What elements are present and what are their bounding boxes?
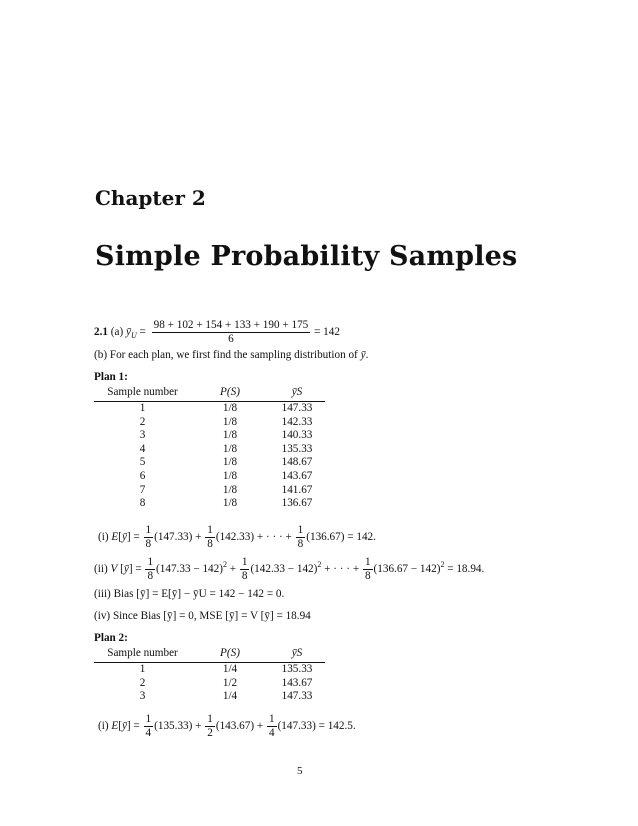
plan2-label: Plan 2: bbox=[94, 632, 128, 644]
cell-sample-number: 4 bbox=[139, 442, 146, 455]
chapter-title: Simple Probability Samples bbox=[95, 241, 518, 272]
table-row bbox=[94, 677, 325, 691]
cell-probability: 1/8 bbox=[222, 415, 238, 428]
plan2-expectation: (i) E[ȳ] = $\frac{1}{4}$ (135.33) + $\frac{1}{2}$ (143.67) + $\frac{1}{4}$ (147.33) = 142.5. bbox=[98, 713, 356, 739]
fraction-one-eighth: $\frac{1}{8}$ bbox=[364, 556, 371, 582]
cell-probability: 1/2 bbox=[222, 676, 238, 689]
part-b-sentence: (b) For each plan, we first find the sampling distribution of bbox=[94, 349, 358, 361]
plan1-label: Plan 1: bbox=[94, 371, 128, 383]
cell-probability: 1/8 bbox=[222, 429, 238, 442]
cell-sample-number: 1 bbox=[139, 402, 146, 414]
cell-sample-mean: 142.33 bbox=[281, 415, 313, 428]
table-row bbox=[94, 484, 325, 498]
chapter-label: Chapter 2 bbox=[95, 186, 206, 210]
header-sample-number: Sample number bbox=[94, 647, 191, 663]
cell-probability: 1/8 bbox=[222, 483, 238, 496]
plan2-i-label: (i) bbox=[98, 720, 109, 733]
cell-sample-number: 2 bbox=[139, 415, 146, 428]
cell-sample-mean: 135.33 bbox=[281, 663, 313, 675]
term: (136.67) = 142. bbox=[306, 531, 376, 544]
plan1-mse: (iv) Since Bias [ȳ] = 0, MSE [ȳ] = V [ȳ] = 18.94 bbox=[94, 610, 311, 622]
table-header-row bbox=[94, 386, 325, 402]
page-number: 5 bbox=[297, 765, 303, 777]
fraction-one-eighth: $\frac{1}{8}$ bbox=[207, 524, 213, 550]
cell-sample-mean: 141.67 bbox=[281, 483, 313, 496]
plan1-expectation: (i) E[ȳ] = $\frac{1}{8}$ (147.33) + $\frac{1}{8}$ (142.33) + · · · + $\frac{1}{8}$ (136.67) = 142. bbox=[98, 524, 376, 550]
header-probability: P(S) bbox=[191, 647, 269, 663]
cell-sample-number: 3 bbox=[139, 690, 146, 703]
plan1-ii-label: (ii) bbox=[94, 563, 108, 576]
header-sample-number: Sample number bbox=[94, 386, 191, 402]
cell-probability: 1/4 bbox=[222, 690, 238, 703]
plan1-i-label: (i) bbox=[98, 531, 109, 544]
table-row bbox=[94, 497, 325, 511]
cell-probability: 1/4 bbox=[222, 663, 238, 675]
fraction-one-eighth: $\frac{1}{8}$ bbox=[147, 556, 154, 582]
cell-sample-number: 7 bbox=[139, 483, 146, 496]
mean-denominator: 6 bbox=[228, 333, 234, 345]
cell-probability: 1/8 bbox=[222, 469, 238, 482]
term: (142.33) + · · · + bbox=[215, 531, 292, 544]
fraction-one-eighth: $\frac{1}{8}$ bbox=[297, 524, 304, 550]
table-row bbox=[94, 690, 325, 704]
part-a-equation: 2.1 (a) $ȳ_U$ = $\frac{98 + 102 + 154 + 133 + 190 + 175}{6}$ = 142 bbox=[94, 319, 340, 345]
header-sample-mean: ȳS bbox=[269, 386, 325, 402]
table-row bbox=[94, 470, 325, 484]
cell-sample-number: 6 bbox=[139, 469, 146, 482]
table-row bbox=[94, 429, 325, 443]
cell-sample-number: 8 bbox=[139, 497, 146, 510]
part-a-label: (a) bbox=[110, 326, 124, 339]
cell-sample-number: 5 bbox=[139, 456, 146, 469]
plan1-variance: (ii) V [ȳ] = $\frac{1}{8}$ $(147.33 - 142)^2$ + $\frac{1}{8}$ $(142.33 - 142)^2$ + · · · + $\frac{1}{8}$ $(136.67 - 142)^2 = 18.94$. bbox=[94, 556, 485, 582]
part-b-text: (b) For each plan, we first find the sampling distribution of ȳ. bbox=[94, 349, 369, 361]
fraction-one-eighth: $\frac{1}{8}$ bbox=[145, 524, 152, 550]
table-row bbox=[94, 663, 325, 677]
table-header-row bbox=[94, 647, 325, 663]
mean-result: = 142 bbox=[314, 326, 340, 339]
cell-sample-mean: 136.67 bbox=[281, 497, 313, 510]
mean-numerator: 98 + 102 + 154 + 133 + 190 + 175 bbox=[153, 319, 309, 331]
cell-sample-number: 2 bbox=[139, 676, 146, 689]
fraction-one-quarter: $\frac{1}{4}$ bbox=[145, 713, 152, 739]
cell-probability: 1/8 bbox=[222, 402, 238, 414]
plan1-bias: (iii) Bias [ȳ] = E[ȳ] − ȳU = 142 − 142 = 0. bbox=[94, 588, 285, 600]
cell-probability: 1/8 bbox=[222, 442, 238, 455]
mean-fraction bbox=[152, 319, 311, 346]
term: (147.33) + bbox=[154, 531, 202, 544]
table-row bbox=[94, 416, 325, 430]
cell-sample-mean: 143.67 bbox=[281, 469, 313, 482]
table-row bbox=[94, 402, 325, 416]
problem-number: 2.1 bbox=[94, 326, 108, 339]
cell-sample-number: 3 bbox=[139, 429, 146, 442]
plan2-table bbox=[94, 647, 325, 704]
cell-sample-mean: 147.33 bbox=[281, 402, 313, 414]
plan2-table-wrap bbox=[94, 647, 325, 704]
cell-sample-mean: 148.67 bbox=[281, 456, 313, 469]
cell-probability: 1/8 bbox=[222, 497, 238, 510]
cell-sample-mean: 135.33 bbox=[281, 442, 313, 455]
cell-probability: 1/8 bbox=[222, 456, 238, 469]
table-row bbox=[94, 443, 325, 457]
cell-sample-mean: 147.33 bbox=[281, 690, 313, 703]
cell-sample-mean: 140.33 bbox=[281, 429, 313, 442]
fraction-one-half: $\frac{1}{2}$ bbox=[207, 713, 213, 739]
table-row bbox=[94, 456, 325, 470]
fraction-one-quarter: $\frac{1}{4}$ bbox=[268, 713, 275, 739]
plan1-table-wrap bbox=[94, 386, 325, 511]
plan1-table bbox=[94, 386, 325, 511]
cell-sample-number: 1 bbox=[139, 663, 146, 675]
fraction-one-eighth: $\frac{1}{8}$ bbox=[241, 556, 248, 582]
cell-sample-mean: 143.67 bbox=[281, 676, 313, 689]
header-sample-mean: ȳS bbox=[269, 647, 325, 663]
header-probability: P(S) bbox=[191, 386, 269, 402]
